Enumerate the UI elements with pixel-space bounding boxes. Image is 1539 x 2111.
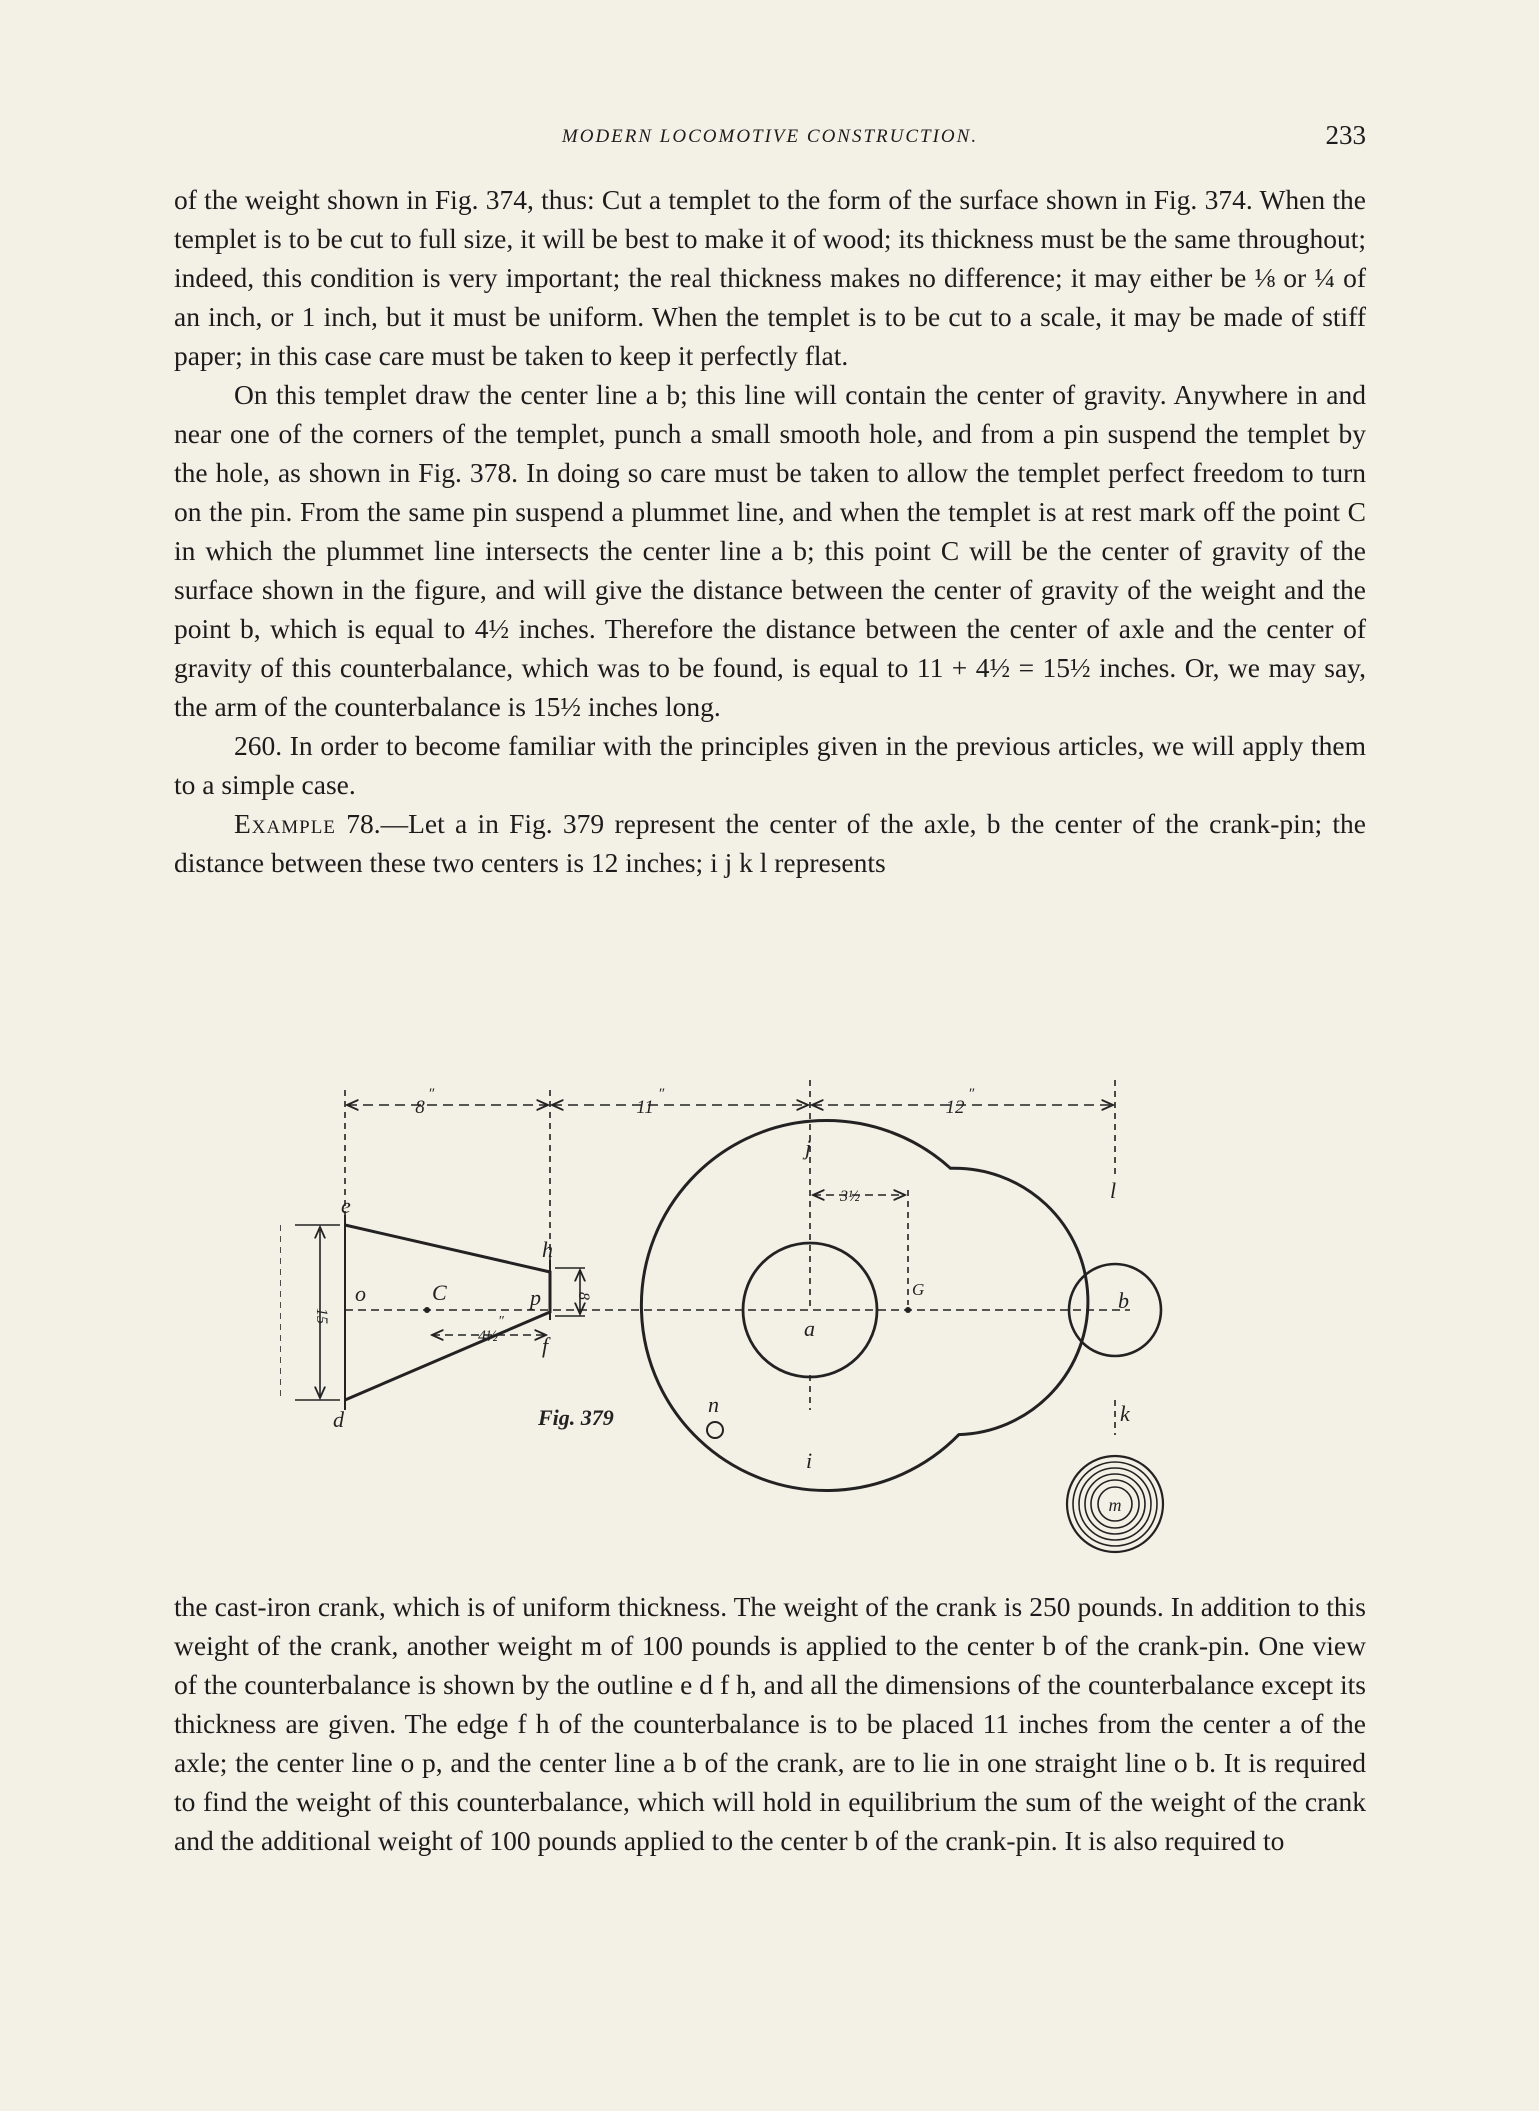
inch-mark: ″ bbox=[498, 1314, 504, 1329]
label-o: o bbox=[355, 1281, 366, 1306]
point-c bbox=[424, 1307, 430, 1313]
dim-12: 12 bbox=[945, 1097, 965, 1118]
label-k: k bbox=[1120, 1401, 1130, 1426]
label-l: l bbox=[1110, 1178, 1117, 1203]
body-text-bottom bbox=[174, 1587, 1366, 1860]
label-m: m bbox=[1108, 1495, 1122, 1515]
label-e: e bbox=[341, 1193, 351, 1218]
running-title: MODERN LOCOMOTIVE CONSTRUCTION. bbox=[561, 126, 979, 147]
label-p: p bbox=[530, 1285, 541, 1310]
dim-3-5: 3½ bbox=[840, 1188, 860, 1205]
hole-n bbox=[707, 1422, 723, 1438]
body-text-top bbox=[174, 180, 1366, 882]
label-f: f bbox=[542, 1333, 549, 1358]
dimension-arrows bbox=[320, 1105, 1113, 1398]
inch-mark: ″ bbox=[968, 1086, 975, 1102]
extension-lines bbox=[280, 1080, 1115, 1435]
paragraph: of the weight shown in Fig. 374, thus: Cut a templet to the form of the surface shown in Fig. 374. When the templet is to be cut to full size, it will be best to make it of wood; its thickness must be the same throughout; indeed, this condition is very important; the real thickness makes no difference; it may either be ⅛ or ¼ of an inch, or 1 inch, but it must be uniform. When the templet is to be cut to a scale, it may be made of stiff paper; in this case care must be taken to keep it perfectly flat. bbox=[174, 184, 1366, 371]
figure-caption: Fig. 379 bbox=[538, 1405, 614, 1430]
paragraph: 260. In order to become familiar with the principles given in the previous articles, we will apply them to a simple case. bbox=[174, 730, 1366, 800]
point-g bbox=[905, 1307, 911, 1313]
label-j: j bbox=[805, 1135, 812, 1160]
dim-11: 11 bbox=[636, 1097, 654, 1118]
running-head bbox=[174, 118, 1366, 154]
paragraph: On this templet draw the center line a b; this line will contain the center of gravity. Anywhere in and near one of the corners of the templet, punch a small smooth hole, and from a pin suspend the templet by the hole, as shown in Fig. 378. In doing so care must be taken to allow the templet perfect freedom to turn on the pin. From the same pin suspend a plummet line, and when the templet is at rest mark off the point C in which the plummet line intersects the center line a b; this point C will be the center of gravity of the surface shown in the figure, and will give the distance between the center of gravity of the weight and the point b, which is equal to 4½ inches. Therefore the distance between the center of axle and the center of gravity of this counterbalance, which was to be found, is equal to 11 + 4½ = 15½ inches. Or, we may say, the arm of the counterbalance is 15½ inches long. bbox=[174, 379, 1366, 722]
paragraph-example-78 bbox=[174, 804, 1366, 882]
page-number: 233 bbox=[1325, 120, 1366, 150]
dim-8: 8 bbox=[415, 1097, 425, 1118]
inch-mark: ″ bbox=[428, 1086, 435, 1102]
dim-left-height: 15 bbox=[313, 1308, 330, 1324]
label-h: h bbox=[542, 1237, 553, 1262]
label-c: C bbox=[432, 1280, 447, 1305]
inch-mark: ″ bbox=[658, 1086, 665, 1102]
dim-right-height: 8 bbox=[575, 1292, 592, 1300]
label-b: b bbox=[1118, 1288, 1129, 1313]
label-g: G bbox=[912, 1280, 925, 1299]
counterbalance-outline bbox=[345, 1215, 550, 1410]
figure-379 bbox=[280, 1070, 1390, 1570]
point-labels bbox=[333, 1135, 1131, 1515]
label-d: d bbox=[333, 1407, 344, 1432]
label-n: n bbox=[708, 1392, 719, 1417]
example-text: 78.—Let a in Fig. 379 represent the center of the axle, b the center of the crank-pin; the distance between these two centers is 12 inches; i j k l represents bbox=[174, 808, 1366, 878]
label-a: a bbox=[804, 1316, 815, 1341]
dim-4-5: 4½ bbox=[478, 1328, 498, 1345]
example-label: Example bbox=[234, 808, 336, 839]
paragraph: the cast-iron crank, which is of uniform thickness. The weight of the crank is 250 pounds. In addition to this weight of the crank, another weight m of 100 pounds is applied to the center b of the crank-pin. One view of the counterbalance is shown by the outline e d f h, and all the dimensions of the counterbalance except its thickness are given. The edge f h of the counterbalance is to be placed 11 inches from the center a of the axle; the center line o p, and the center line a b of the crank, are to lie in one straight line o b. It is required to find the weight of this counterbalance, which will hold in equilibrium the sum of the weight of the crank and the additional weight of 100 pounds applied to the center b of the crank-pin. It is also required to bbox=[174, 1591, 1366, 1856]
crank-diagram bbox=[280, 1070, 1390, 1570]
label-i: i bbox=[806, 1448, 813, 1473]
